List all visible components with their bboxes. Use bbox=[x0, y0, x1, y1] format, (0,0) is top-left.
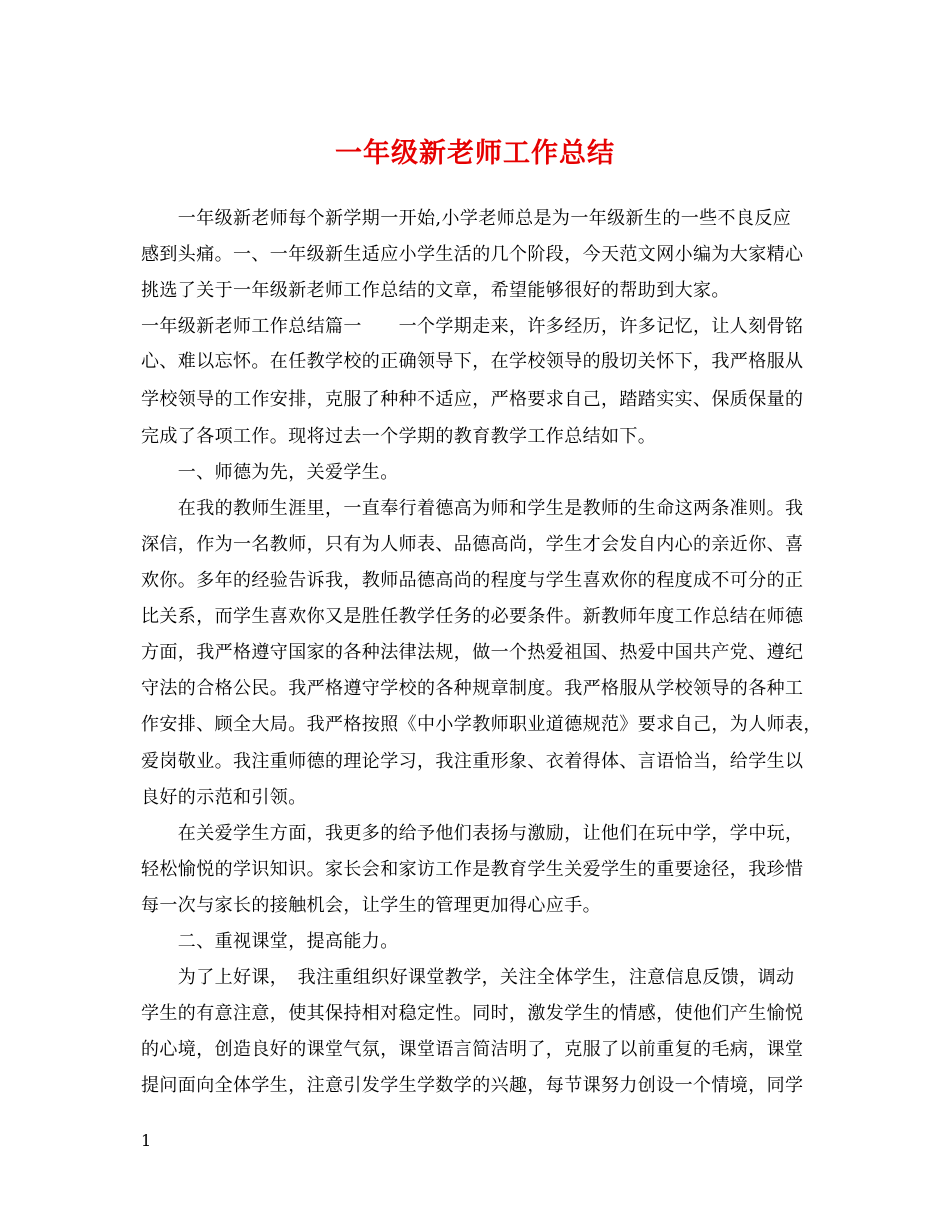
page-number: 1 bbox=[141, 1131, 152, 1150]
body-line: 良好的示范和引领。 bbox=[141, 787, 307, 808]
body-line: 挑选了关于一年级新老师工作总结的文章，希望能够很好的帮助到大家。 bbox=[141, 280, 730, 301]
body-line: 在我的教师生涯里，一直奉行着德高为师和学生是教师的生命这两条准则。我 bbox=[141, 498, 804, 519]
body-line: 一年级新老师每个新学期一开始,小学老师总是为一年级新生的一些不良反应 bbox=[141, 208, 792, 229]
body-line: 学生的有意注意，使其保持相对稳定性。同时，激发学生的情感，使他们产生愉悦 bbox=[141, 1003, 804, 1024]
body-line: 完成了各项工作。现将过去一个学期的教育教学工作总结如下。 bbox=[141, 426, 657, 447]
body-line: 作安排、顾全大局。我严格按照《中小学教师职业道德规范》要求自己，为人师表， bbox=[141, 714, 822, 735]
body-line: 提问面向全体学生，注意引发学生学数学的兴趣，每节课努力创设一个情境，同学 bbox=[141, 1075, 804, 1096]
body-line: 为了上好课， 我注重组织好课堂教学，关注全体学生，注意信息反馈，调动 bbox=[141, 967, 795, 988]
body-line: 方面，我严格遵守国家的各种法律法规，做一个热爱祖国、热爱中国共产党、遵纪 bbox=[141, 642, 804, 663]
body-line: 一年级新老师工作总结篇一 一个学期走来，许多经历，许多记忆，让人刻骨铭 bbox=[141, 316, 804, 337]
body-line: 的心境，创造良好的课堂气氛，课堂语言简洁明了，克服了以前重复的毛病，课堂 bbox=[141, 1039, 804, 1060]
body-line: 感到头痛。一、一年级新生适应小学生活的几个阶段，今天范文网小编为大家精心 bbox=[141, 244, 804, 265]
body-line: 心、难以忘怀。在任教学校的正确领导下，在学校领导的殷切关怀下，我严格服从 bbox=[141, 351, 804, 372]
body-line: 在关爱学生方面，我更多的给予他们表扬与激励，让他们在玩中学，学中玩， bbox=[141, 823, 804, 844]
body-line: 学校领导的工作安排，克服了种种不适应，严格要求自己，踏踏实实、保质保量的 bbox=[141, 389, 804, 410]
body-line: 爱岗敬业。我注重师德的理论学习，我注重形象、衣着得体、言语恰当，给学生以 bbox=[141, 751, 804, 772]
section-heading: 二、重视课堂，提高能力。 bbox=[141, 931, 399, 952]
page-title: 一年级新老师工作总结 bbox=[335, 138, 615, 169]
body-line: 每一次与家长的接触机会，让学生的管理更加得心应手。 bbox=[141, 895, 601, 916]
body-line: 轻松愉悦的学识知识。家长会和家访工作是教育学生关爱学生的重要途径，我珍惜 bbox=[141, 859, 804, 880]
body-line: 欢你。多年的经验告诉我，教师品德高尚的程度与学生喜欢你的程度成不可分的正 bbox=[141, 570, 804, 591]
section-heading: 一、师德为先，关爱学生。 bbox=[141, 462, 399, 483]
body-line: 深信，作为一名教师，只有为人师表、品德高尚，学生才会发自内心的亲近你、喜 bbox=[141, 534, 804, 555]
body-line: 守法的合格公民。我严格遵守学校的各种规章制度。我严格服从学校领导的各种工 bbox=[141, 678, 804, 699]
body-line: 比关系，而学生喜欢你又是胜任教学任务的必要条件。新教师年度工作总结在师德 bbox=[141, 606, 804, 627]
